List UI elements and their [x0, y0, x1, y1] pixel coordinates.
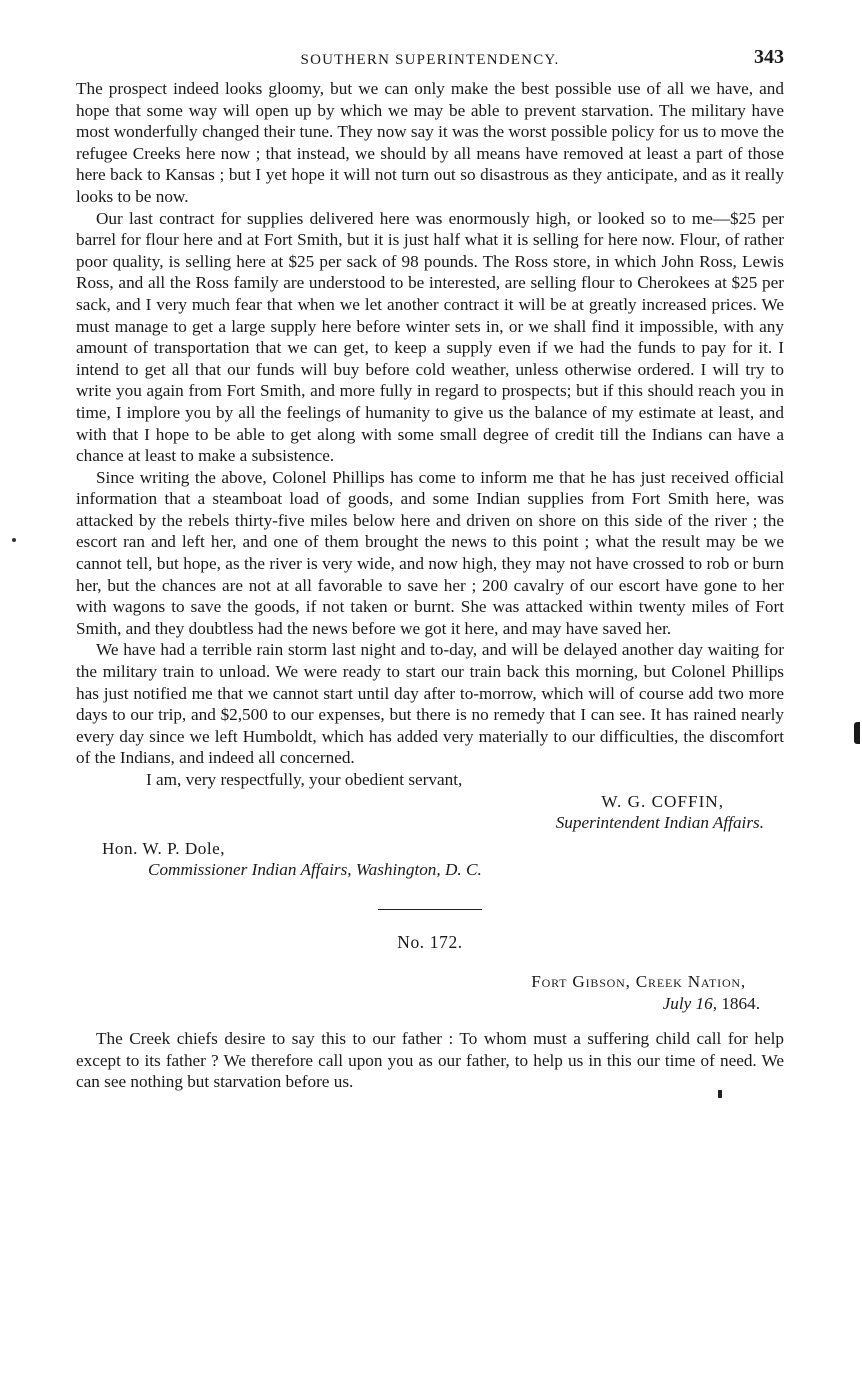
page	[76, 44, 784, 1093]
paragraph: Since writing the above, Colonel Phillips has come to inform me that he has just received official information that a steamboat load of goods, and some Indian supplies from Fort Smith here, was attacked by the rebels thirty-five miles below here and driven on shore on this side of the river ; the escort ran and left her, and one of them brought the news to this point ; what the result may be we cannot tell, but hope, as the river is very wide, and now high, they may not have crossed to rob or burn her, but the chances are not at all favorable to save her ; 200 cavalry of our escort have gone to her with wagons to save the goods, if not taken or burnt. She was attacked within twenty miles of Fort Smith, and they doubtless had the news before we got it here, and may have saved her.	[76, 467, 784, 638]
dateline-place: Fort Gibson, Creek Nation,	[531, 971, 746, 991]
date-month-day: July 16,	[662, 993, 718, 1013]
page-number: 343	[754, 46, 784, 68]
paragraph: The prospect indeed looks gloomy, but we can only make the best possible use of all we have, and hope that some way will open up by which we may be able to prevent starvation. The military have most wonderfully changed their tune. They now say it was the worst possible policy for us to move the refugee Creeks here now ; that instead, we should by all means have removed at least a part of those here back to Kansas ; but I yet hope it will not turn out so disastrous as they anticipate, and as it really looks to be now.	[76, 79, 784, 206]
dateline-date	[76, 993, 784, 1015]
document-number: No. 172.	[397, 931, 463, 952]
addressee-name: Hon. W. P. Dole,	[102, 838, 226, 858]
letter-closing	[76, 769, 784, 881]
letter-body	[76, 78, 784, 769]
page-header	[76, 44, 784, 78]
section-divider	[378, 909, 482, 910]
paragraph: We have had a terrible rain storm last night and to-day, and will be delayed another day waiting for the military train to unload. We were ready to start our train back this morning, but Colonel Phillips has just notified me that we cannot start until day after to-morrow, which will of course add two more days to our trip, and $2,500 to our expenses, but there is no remedy that I can see. It has rained nearly every day since we left Humboldt, which has added very materially to our difficulties, the discomfort of the Indians, and indeed all concerned.	[76, 640, 784, 768]
signature-title: Superintendent Indian Affairs.	[555, 813, 764, 833]
date-year: 1864.	[717, 993, 760, 1013]
running-head: SOUTHERN SUPERINTENDENCY.	[300, 52, 560, 68]
next-letter-body	[76, 1028, 784, 1093]
margin-scan-mark	[854, 722, 860, 744]
margin-speck	[12, 538, 16, 542]
addressee-title: Commissioner Indian Affairs, Washington, D. C.	[148, 860, 482, 880]
stray-ink-mark	[718, 1090, 722, 1098]
signature-name: W. G. COFFIN,	[601, 791, 724, 811]
paragraph: Our last contract for supplies delivered here was enormously high, or looked so to me—$25 per barrel for flour here and at Fort Smith, but it is just half what it is selling for here now. Flour, of rather poor quality, is selling here at $25 per sack of 98 pounds. The Ross store, in which John Ross, Lewis Ross, and all the Ross family are understood to be interested, are selling flour to Cherokees at $25 per sack, and I very much fear that when we let another contract it will be at greatly increased prices. We must manage to get a large supply here before winter sets in, or we shall find it impossible, with any amount of transportation that we can get, to keep a supply even if we had the funds to pay for it. I intend to get all that our funds will buy before cold weather, unless otherwise ordered. I will try to write you again from Fort Smith, and more fully in regard to prospects; but if this should reach you in time, I implore you by all the feelings of humanity to give us the balance of my estimate at least, and with that I hope to be able to get along with some small degree of credit till the Indians can have a chance at least to make a subsistence.	[76, 208, 784, 466]
closing-line: I am, very respectfully, your obedient servant,	[146, 770, 463, 789]
paragraph: The Creek chiefs desire to say this to our father : To whom must a suffering child call for help except to its father ? We therefore call upon you as our father, to help us in this our time of need. We can see nothing but starvation before us.	[76, 1029, 784, 1092]
